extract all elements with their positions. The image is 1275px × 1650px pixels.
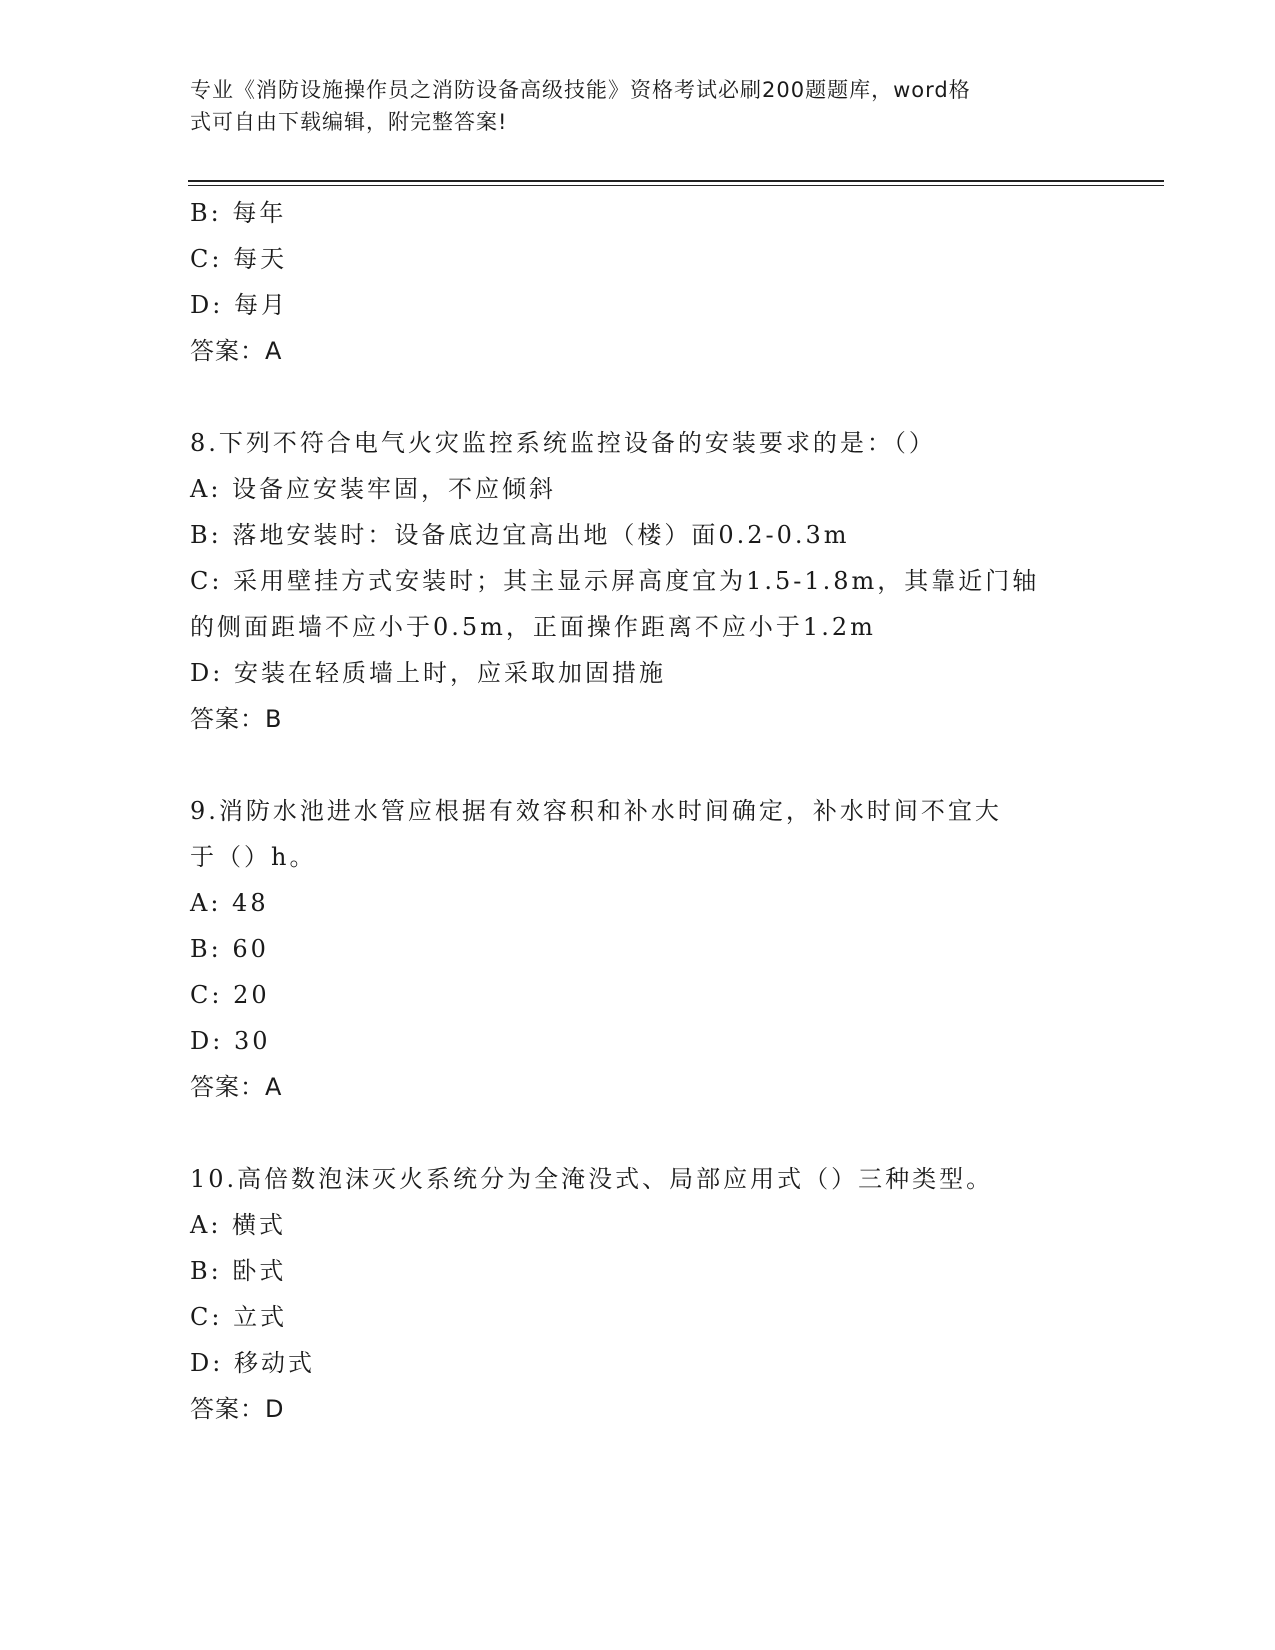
question-text: 9.消防水池进水管应根据有效容积和补水时间确定，补水时间不宜大: [190, 797, 1002, 825]
question-block-8: [190, 420, 1090, 742]
option-c: C: 采用壁挂方式安装时；其主显示屏高度宜为1.5-1.8m，其靠近门轴: [190, 567, 1040, 595]
option-d: D: 移动式: [190, 1349, 315, 1377]
header-line-1: 专业《消防设施操作员之消防设备高级技能》资格考试必刷200题题库，word格: [190, 78, 971, 102]
header-line-2: 式可自由下载编辑，附完整答案!: [190, 110, 508, 134]
header-divider: [188, 180, 1164, 186]
answer-line: 答案：B: [190, 705, 283, 733]
option-a: A: 48: [190, 889, 269, 917]
option-c: C: 每天: [190, 245, 288, 273]
question-block-9: [190, 788, 1090, 1110]
option-c: C: 20: [190, 981, 270, 1009]
answer-line: 答案：D: [190, 1395, 285, 1423]
document-header: [190, 74, 1090, 138]
option-d: D: 每月: [190, 291, 288, 319]
option-b: B: 每年: [190, 199, 287, 227]
option-a: A: 横式: [190, 1211, 287, 1239]
option-b: B: 60: [190, 935, 269, 963]
document-body: [190, 190, 1090, 1432]
option-c: C: 立式: [190, 1303, 288, 1331]
option-d: D: 安装在轻质墙上时，应采取加固措施: [190, 659, 666, 687]
option-c-continued: 的侧面距墙不应小于0.5m，正面操作距离不应小于1.2m: [190, 613, 876, 641]
option-b: B: 卧式: [190, 1257, 287, 1285]
question-text: 8.下列不符合电气火灾监控系统监控设备的安装要求的是：（）: [190, 429, 936, 457]
question-text-continued: 于（）h。: [190, 843, 317, 871]
option-a: A: 设备应安装牢固，不应倾斜: [190, 475, 557, 503]
answer-line: 答案：A: [190, 1073, 283, 1101]
question-text: 10.高倍数泡沫灭火系统分为全淹没式、局部应用式（）三种类型。: [190, 1165, 994, 1193]
answer-line: 答案：A: [190, 337, 283, 365]
question-block-7: [190, 190, 1090, 374]
option-d: D: 30: [190, 1027, 271, 1055]
question-block-10: [190, 1156, 1090, 1432]
option-b: B: 落地安装时：设备底边宜高出地（楼）面0.2-0.3m: [190, 521, 850, 549]
